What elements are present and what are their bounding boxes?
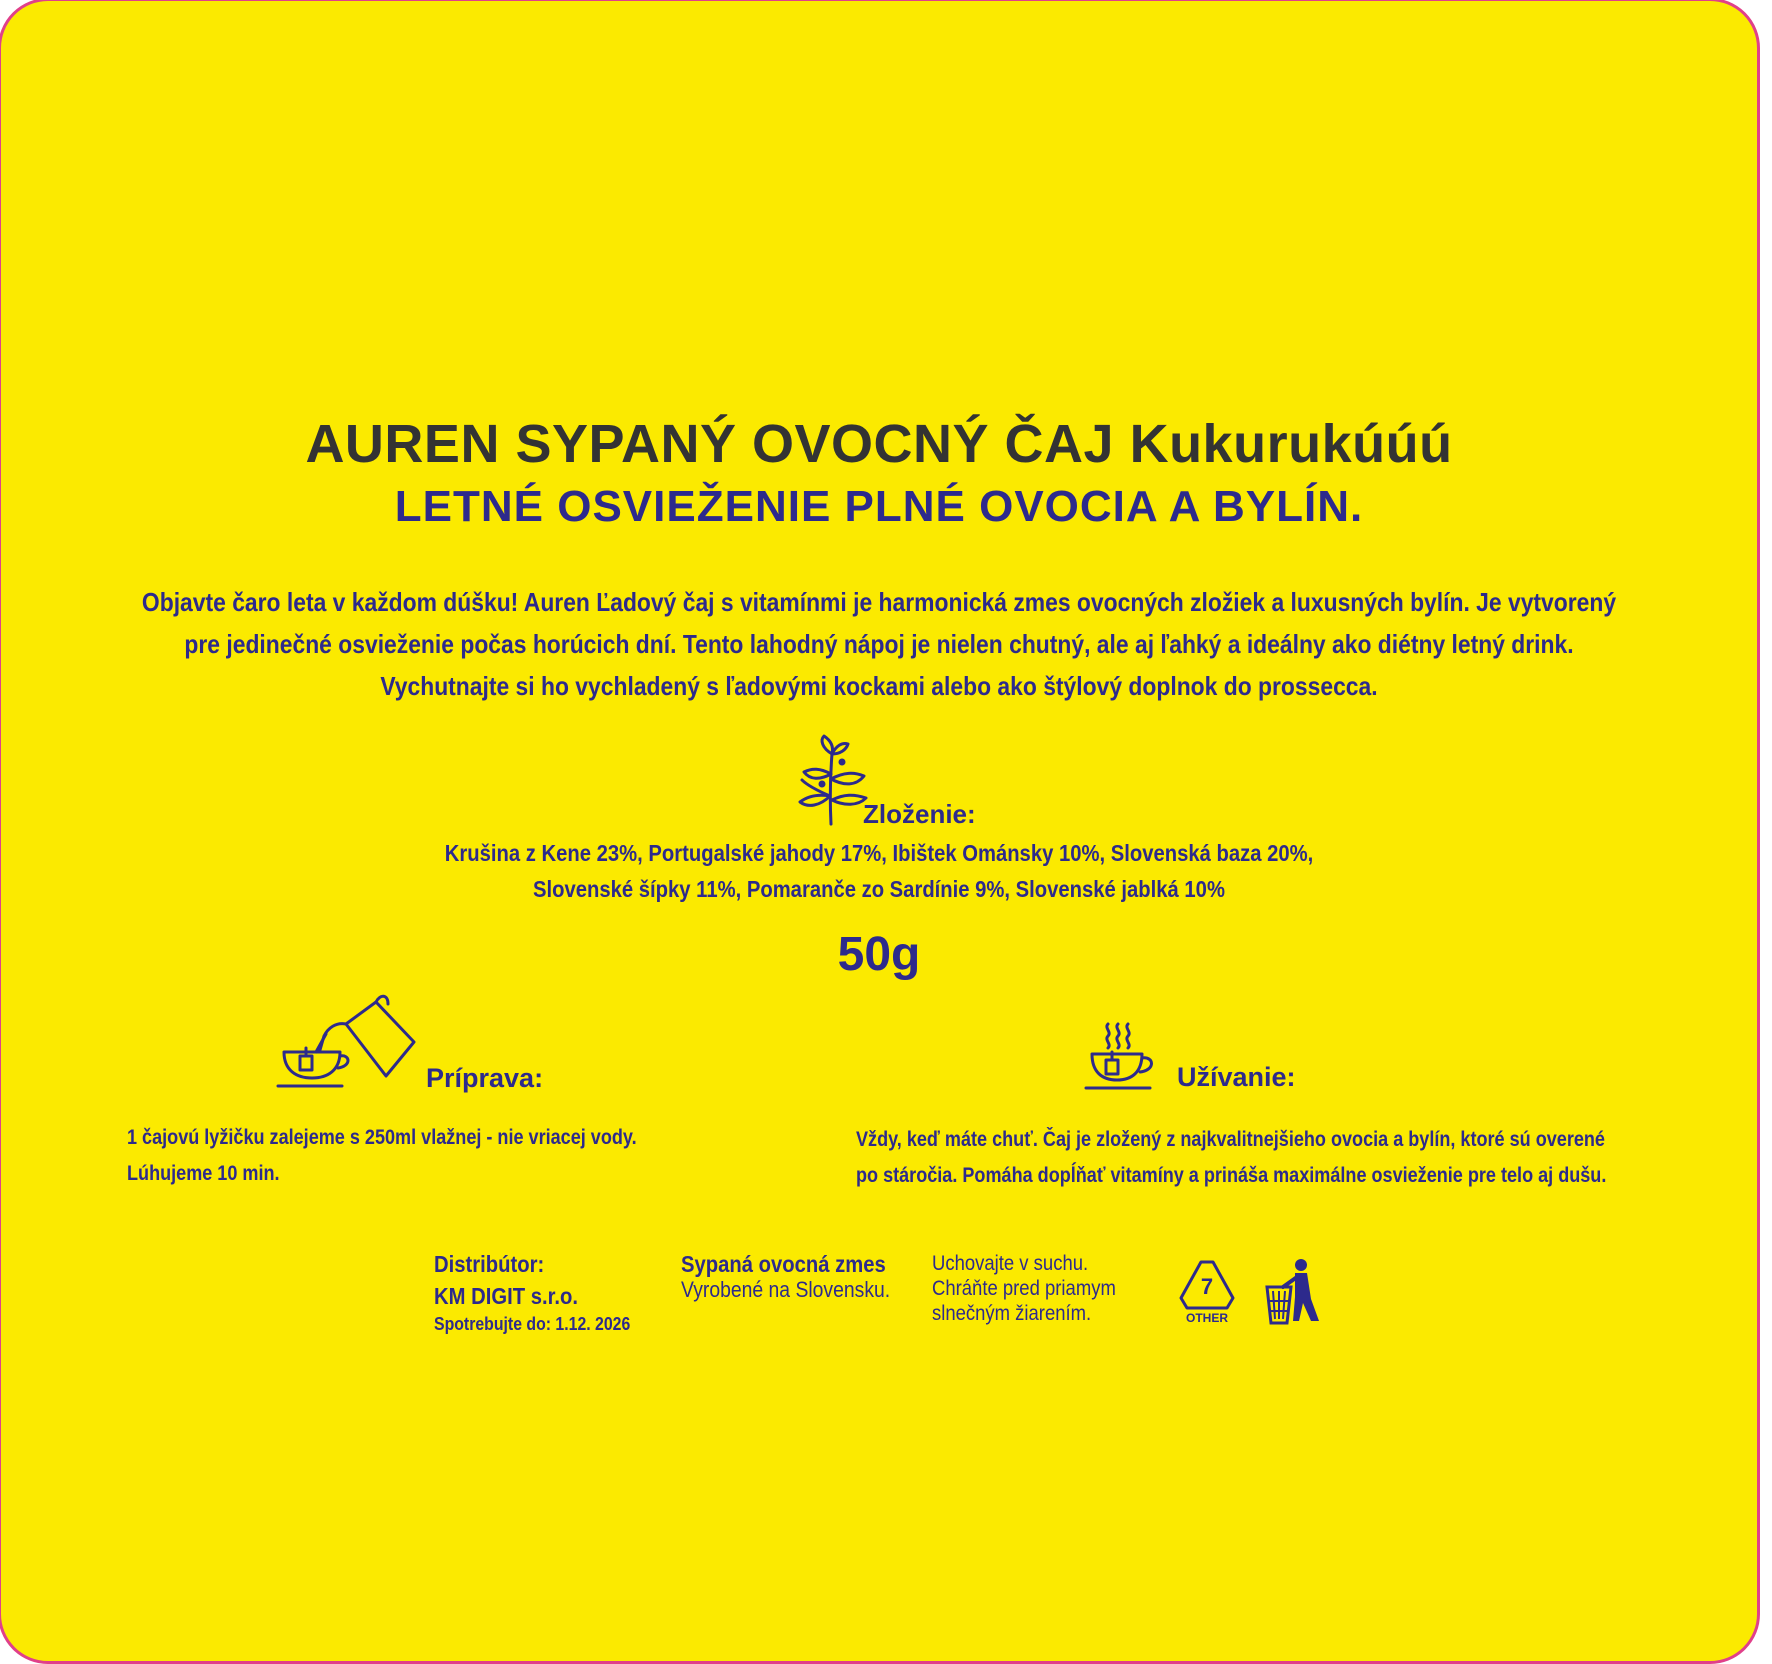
- best-before: Spotrebujte do: 1.12. 2026: [434, 1314, 631, 1334]
- distributor-label: Distribútor:: [434, 1251, 545, 1277]
- distributor-name: KM DIGIT s.r.o.: [434, 1283, 578, 1309]
- preparation-label: Príprava:: [426, 1063, 544, 1093]
- recycle-label: OTHER: [1186, 1311, 1228, 1325]
- hot-tea-cup-icon: [1084, 1020, 1164, 1092]
- intro-line: Objavte čaro leta v každom dúšku! Auren Ľadový čaj s vitamínmi je harmonická zmes ovocných zložiek a luxusných bylín. Je vytvorený: [141, 587, 1617, 617]
- recycle-number: 7: [1200, 1274, 1214, 1299]
- intro-line: Vychutnajte si ho vychladený s ľadovými kockami alebo ako štýlový doplnok do prossecca.: [380, 671, 1378, 701]
- preparation-line: 1 čajovú lyžičku zalejeme s 250ml vlažnej - nie vriacej vody.: [127, 1126, 637, 1149]
- storage-line: Chráňte pred priamym: [932, 1277, 1116, 1300]
- usage-label: Užívanie:: [1177, 1062, 1296, 1092]
- intro-line: pre jedinečné osvieženie počas horúcich dní. Tento lahodný nápoj je nielen chutný, ale aj ľahký a ideálny ako diétny letný drink.: [184, 629, 1574, 659]
- preparation-text: [127, 1120, 637, 1192]
- made-in: Vyrobené na Slovensku.: [681, 1277, 891, 1302]
- usage-line: po stáročia. Pomáha dopĺňať vitamíny a prináša maximálne osvieženie pre telo aj dušu.: [856, 1164, 1607, 1187]
- composition-label: Zloženie:: [863, 799, 976, 829]
- product-title: AUREN SYPANÝ OVOCNÝ ČAJ Kukurukúúú: [305, 414, 1453, 474]
- preparation-line: Lúhujeme 10 min.: [127, 1162, 280, 1185]
- storage-instructions: [932, 1251, 1116, 1326]
- composition-line: Krušina z Kene 23%, Portugalské jahody 17%, Ibištek Ománsky 10%, Slovenská baza 20%,: [444, 840, 1314, 866]
- kettle-pour-cup-icon: [276, 994, 416, 1094]
- product-type: Sypaná ovocná zmes: [681, 1251, 886, 1277]
- recycle-other-icon: [1179, 1258, 1235, 1326]
- product-subtitle: LETNÉ OSVIEŽENIE PLNÉ OVOCIA A BYLÍN.: [394, 482, 1364, 531]
- storage-line: slnečným žiarením.: [932, 1302, 1092, 1325]
- usage-line: Vždy, keď máte chuť. Čaj je zložený z najkvalitnejšieho ovocia a bylín, ktoré sú overené: [856, 1128, 1605, 1151]
- usage-text: [856, 1122, 1606, 1194]
- composition-text: [106, 835, 1651, 907]
- intro-paragraph: [106, 581, 1651, 707]
- composition-line: Slovenské šípky 11%, Pomaranče zo Sardínie 9%, Slovenské jablká 10%: [533, 876, 1225, 902]
- tidyman-bin-icon: [1263, 1257, 1321, 1325]
- net-weight: 50g: [837, 928, 921, 981]
- storage-line: Uchovajte v suchu.: [932, 1252, 1089, 1275]
